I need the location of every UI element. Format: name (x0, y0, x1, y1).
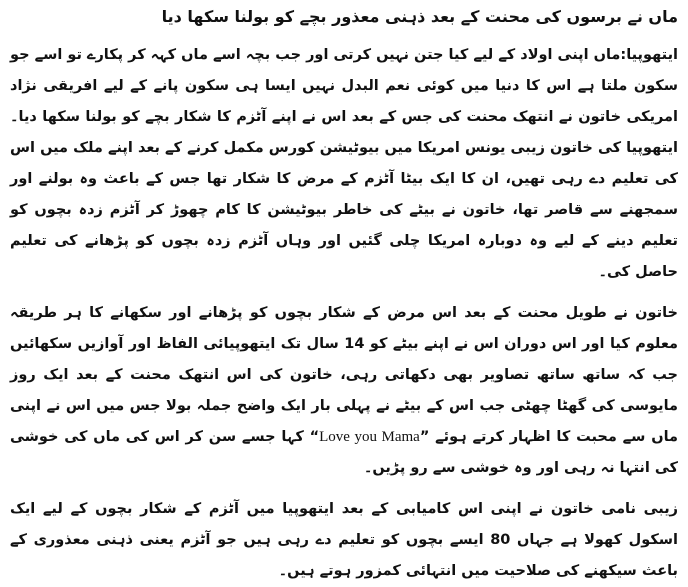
quote-love-you-mama: Love you Mama (319, 429, 420, 445)
paragraph-2-text-after: کہا جسے سن کر اس کی ماں کی خوشی کی انتہا نہ رہی اور وہ خوشی سے رو پڑیں۔ (10, 429, 678, 476)
article-paragraph-1: ایتھوپیا:ماں اپنی اولاد کے لیے کیا جتن نہیں کرتی اور جب بچہ اسے ماں کہہ کر پکارے تو اسے جو سکون ملتا ہے اس کا دنیا میں کوئی نعم البدل نہیں ایسا ہی سکون پانے کے لیے افریقی نژاد امریکی خاتون نے انتھک محنت کی جس کے بعد اس نے اپنے آٹزم کا شکار بچے کو بولنا سکھا دیا۔ ایتھوپیا کی خاتون زیبی یونس امریکا میں بیوٹیشن کورس مکمل کرنے کے بعد اپنے ملک میں اس کی تعلیم دے رہی تھیں، ان کا ایک بیٹا آٹزم کے مرض کا شکار تھا جس کے باعث وہ بولنے اور سمجھنے سے قاصر تھا، خاتون نے بیٹے کی خاطر بیوٹیشن کا کام چھوڑ کر آٹزم زدہ بچوں کو تعلیم دینے کے لیے وہ دوبارہ امریکا چلی گئیں اور وہاں آٹزم زدہ بچوں کو پڑھانے کی تعلیم حاصل کی۔ (10, 47, 678, 280)
article-headline: ماں نے برسوں کی محنت کے بعد ذہنی معذور بچے کو بولنا سکھا دیا (161, 7, 678, 26)
article-paragraph-3: زیبی نامی خاتون نے اپنی اس کامیابی کے بعد ایتھوپیا میں آٹزم کے شکار بچوں کے لیے ایک اسکول کھولا ہے جہاں 80 ایسے بچوں کو تعلیم دے رہی ہیں جو آٹزم یعنی ذہنی معذوری کے باعث سیکھنے کی صلاحیت میں انتہائی کمزور ہوتے ہیں۔ (10, 501, 678, 579)
paragraph-2-text-before: خاتون نے طویل محنت کے بعد اس مرض کے شکار بچوں کو پڑھانے اور سکھانے کا ہر طریقہ معلوم کیا اور اس دوران اس نے اپنے بیٹے کو 14 سال تک ایتھوپیائی الفاظ اور آوازیں سکھائیں جب کہ ساتھ ساتھ تصاویر بھی دکھاتی رہی، خاتون کی اس انتھک محنت کے بعد ایک روز مایوسی کی گھٹا چھٹی جب اس کے بیٹے نے پہلی بار ایک واضح جملہ بولا جس میں اس نے اپنی ماں سے محبت کا اظہار کرتے ہوئے (10, 305, 678, 445)
article-paragraph-2: خاتون نے طویل محنت کے بعد اس مرض کے شکار بچوں کو پڑھانے اور سکھانے کا ہر طریقہ معلوم کیا اور اس دوران اس نے اپنے بیٹے کو 14 سال تک ایتھوپیائی الفاظ اور آوازیں سکھائیں جب کہ ساتھ ساتھ تصاویر بھی دکھاتی رہی، خاتون کی اس انتھک محنت کے بعد ایک روز مایوسی کی گھٹا چھٹی جب اس کے بیٹے نے پہلی بار ایک واضح جملہ بولا جس میں اس نے اپنی ماں سے محبت کا اظہار کرتے ہوئے ”Love you Mama“ کہا جسے سن کر اس کی ماں کی خوشی کی انتہا نہ رہی اور وہ خوشی سے رو پڑیں۔ (10, 305, 678, 476)
